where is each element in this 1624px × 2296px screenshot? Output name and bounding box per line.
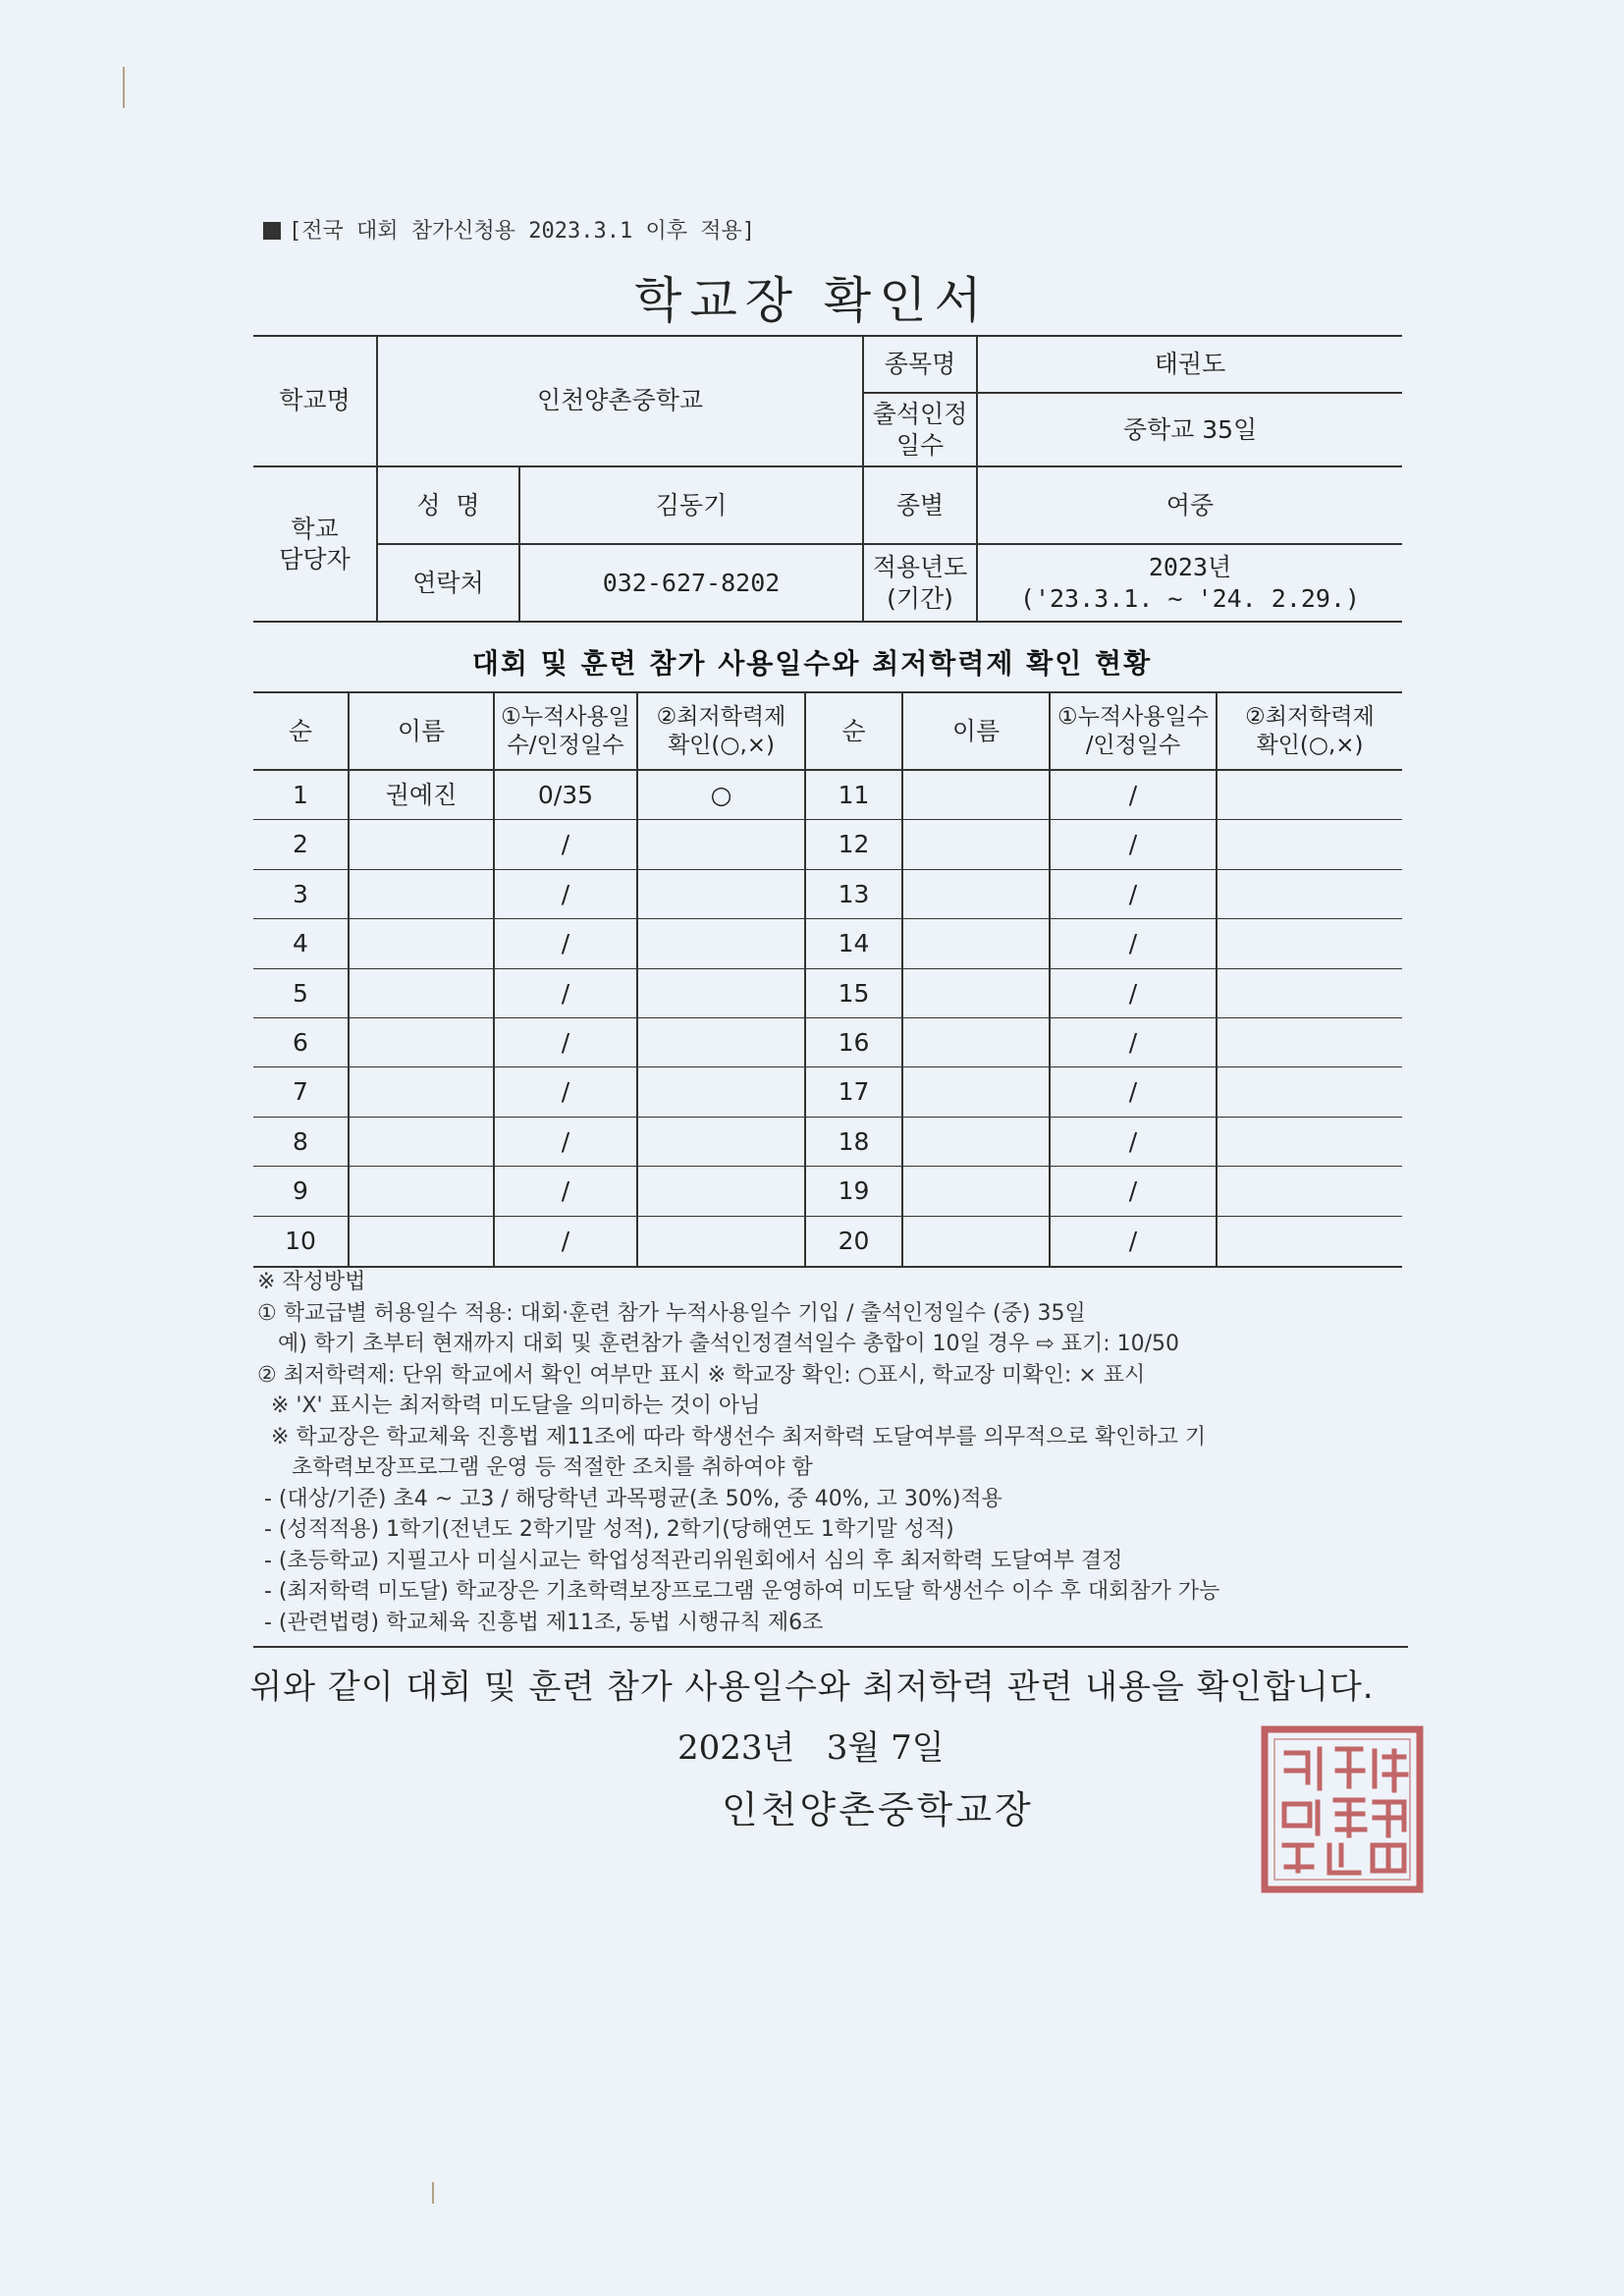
- instruction-line: - (관련법령) 학교체육 진흥법 제11조, 동법 시행규칙 제6조: [257, 1610, 824, 1635]
- instruction-line: - (최저학력 미도달) 학교장은 기초학력보장프로그램 운영하여 미도달 학생선수 이수 후 대회참가 가능: [257, 1579, 1220, 1604]
- header-no-2: 순: [841, 716, 866, 745]
- row-used-days: /: [1128, 880, 1138, 909]
- row-used-days: /: [1128, 1077, 1138, 1107]
- row-min-academic-check: [1218, 870, 1402, 919]
- row-used-days: /: [561, 1028, 570, 1058]
- instruction-line: - (성적적용) 1학기(전년도 2학기말 성적), 2학기(당해연도 1학기말 성적): [257, 1517, 954, 1542]
- row-number: 19: [838, 1176, 870, 1206]
- row-min-academic-check: ○: [710, 781, 732, 810]
- row-number: 6: [293, 1028, 308, 1058]
- scan-mark: [123, 67, 125, 108]
- instruction-line: 초학력보장프로그램 운영 등 적절한 조치를 취하여야 함: [257, 1455, 813, 1480]
- sport-label: 종목명: [884, 350, 956, 379]
- row-student-name: [350, 1118, 493, 1167]
- school-label: 학교명: [279, 385, 351, 414]
- section-title: 대회 및 훈련 참가 사용일수와 최저학력제 확인 현황: [471, 647, 1153, 680]
- row-used-days: /: [1128, 979, 1138, 1009]
- name-label: 성 명: [416, 490, 480, 519]
- row-number: 1: [293, 781, 308, 810]
- row-used-days: /: [561, 979, 570, 1009]
- row-min-academic-check: [1218, 919, 1402, 968]
- row-min-academic-check: [1218, 1018, 1402, 1067]
- attendance-value: 중학교 35일: [1122, 414, 1258, 444]
- contact-value: 032-627-8202: [602, 568, 781, 597]
- row-used-days: /: [1128, 830, 1138, 859]
- instruction-line: ※ 학교장은 학교체육 진흥법 제11조에 따라 학생선수 최저학력 도달여부를 의무적으로 확인하고 기: [257, 1424, 1207, 1449]
- instructions: [257, 1267, 1219, 1638]
- row-student-name: [903, 820, 1049, 869]
- row-student-name: 권예진: [385, 781, 458, 810]
- attendance-label: 출석인정 일수: [872, 400, 968, 460]
- row-min-academic-check: [638, 1167, 804, 1216]
- row-number: 18: [838, 1127, 870, 1157]
- row-min-academic-check: [638, 1067, 804, 1117]
- principal-name: 인천양촌중학교장: [722, 1788, 1034, 1831]
- row-used-days: /: [1128, 1227, 1138, 1256]
- row-number: 17: [838, 1077, 870, 1107]
- row-student-name: [903, 1167, 1049, 1216]
- header-note: [전국 대회 참가신청용 2023.3.1 이후 적용]: [263, 214, 755, 245]
- row-min-academic-check: [1218, 1067, 1402, 1117]
- row-student-name: [903, 969, 1049, 1018]
- gender-value: 여중: [1165, 490, 1215, 519]
- row-number: 15: [838, 979, 870, 1009]
- official-seal-icon: [1259, 1723, 1426, 1895]
- row-used-days: /: [561, 880, 570, 909]
- row-student-name: [903, 870, 1049, 919]
- row-student-name: [903, 1067, 1049, 1117]
- row-student-name: [903, 771, 1049, 820]
- info-table-border: [253, 621, 1402, 623]
- row-number: 12: [838, 830, 870, 859]
- instruction-heading: ※ 작성방법: [257, 1270, 366, 1294]
- row-number: 5: [293, 979, 308, 1009]
- row-student-name: [903, 1118, 1049, 1167]
- row-student-name: [350, 969, 493, 1018]
- row-min-academic-check: [638, 919, 804, 968]
- confirmation-date: 2023년 3월 7일: [677, 1728, 945, 1768]
- school-name: 인천양촌중학교: [536, 385, 704, 414]
- row-used-days: /: [1128, 1028, 1138, 1058]
- row-number: 14: [838, 929, 870, 958]
- row-used-days: /: [561, 929, 570, 958]
- instruction-line: ① 학교급별 허용일수 적용: 대회·훈련 참가 누적사용일수 기입 / 출석인정일수 (중) 35일: [257, 1300, 1086, 1326]
- row-student-name: [350, 820, 493, 869]
- divider: [253, 1646, 1408, 1648]
- instruction-line: ※ 'X' 표시는 최저학력 미도달을 의미하는 것이 아님: [257, 1394, 761, 1418]
- confirmation-statement: 위와 같이 대회 및 훈련 참가 사용일수와 최저학력 관련 내용을 확인합니다.: [249, 1667, 1375, 1707]
- header-min-academic-2: ②최저학력제 확인(○,×): [1245, 703, 1375, 758]
- row-number: 16: [838, 1028, 870, 1058]
- row-student-name: [350, 919, 493, 968]
- row-min-academic-check: [638, 1217, 804, 1266]
- row-number: 3: [293, 880, 308, 909]
- row-used-days: /: [561, 1227, 570, 1256]
- header-name: 이름: [397, 716, 446, 745]
- year-value: 2023년 ('23.3.1. ~ '24. 2.29.): [1019, 553, 1361, 613]
- manager-label: 학교 담당자: [279, 514, 351, 574]
- row-min-academic-check: [1218, 1167, 1402, 1216]
- row-min-academic-check: [1218, 1217, 1402, 1266]
- row-used-days: /: [561, 1127, 570, 1157]
- row-min-academic-check: [638, 820, 804, 869]
- instruction-line: - (대상/기준) 초4 ~ 고3 / 해당학년 과목평균(초 50%, 중 40%, 고 30%)적용: [257, 1486, 1002, 1511]
- row-number: 7: [293, 1077, 308, 1107]
- row-student-name: [350, 870, 493, 919]
- row-student-name: [350, 1217, 493, 1266]
- row-number: 4: [293, 929, 308, 958]
- scan-mark: [432, 2182, 434, 2204]
- row-number: 11: [838, 781, 870, 810]
- row-student-name: [350, 1167, 493, 1216]
- row-student-name: [903, 1018, 1049, 1067]
- manager-name: 김동기: [655, 490, 728, 519]
- row-used-days: /: [1128, 1176, 1138, 1206]
- row-used-days: /: [1128, 929, 1138, 958]
- row-used-days: /: [1128, 781, 1138, 810]
- row-number: 20: [838, 1227, 870, 1256]
- header-used-days: ①누적사용일 수/인정일수: [501, 703, 630, 758]
- row-used-days: 0/35: [537, 781, 594, 810]
- row-used-days: /: [1128, 1127, 1138, 1157]
- header-name-2: 이름: [951, 716, 1001, 745]
- row-used-days: /: [561, 1176, 570, 1206]
- row-number: 10: [285, 1227, 316, 1256]
- row-number: 9: [293, 1176, 308, 1206]
- row-min-academic-check: [1218, 820, 1402, 869]
- row-min-academic-check: [638, 969, 804, 1018]
- row-number: 2: [293, 830, 308, 859]
- square-bullet-icon: [263, 222, 281, 240]
- sport-value: 태권도: [1154, 350, 1226, 379]
- row-min-academic-check: [1218, 1118, 1402, 1167]
- row-used-days: /: [561, 1077, 570, 1107]
- row-min-academic-check: [1218, 771, 1402, 820]
- row-student-name: [903, 919, 1049, 968]
- instruction-line: - (초등학교) 지필고사 미실시교는 학업성적관리위원회에서 심의 후 최저학력 도달여부 결정: [257, 1548, 1123, 1573]
- row-student-name: [350, 1018, 493, 1067]
- row-used-days: /: [561, 830, 570, 859]
- year-label: 적용년도 (기간): [872, 553, 968, 613]
- instruction-line: 예) 학기 초부터 현재까지 대회 및 훈련참가 출석인정결석일수 총합이 10일 경우 ⇨ 표기: 10/50: [257, 1332, 1180, 1356]
- page-title: 학교장 확인서: [634, 272, 990, 329]
- instruction-line: ② 최저학력제: 단위 학교에서 확인 여부만 표시 ※ 학교장 확인: ○표시, 학교장 미확인: × 표시: [257, 1362, 1146, 1388]
- row-min-academic-check: [638, 870, 804, 919]
- row-min-academic-check: [638, 1018, 804, 1067]
- header-used-days-2: ①누적사용일수 /인정일수: [1057, 703, 1209, 758]
- gender-label: 종별: [895, 490, 945, 519]
- header-no: 순: [288, 716, 313, 745]
- row-min-academic-check: [1218, 969, 1402, 1018]
- contact-label: 연락처: [412, 568, 484, 597]
- row-student-name: [903, 1217, 1049, 1266]
- row-number: 8: [293, 1127, 308, 1157]
- row-number: 13: [838, 880, 870, 909]
- row-student-name: [350, 1067, 493, 1117]
- header-min-academic: ②최저학력제 확인(○,×): [656, 703, 786, 758]
- row-min-academic-check: [638, 1118, 804, 1167]
